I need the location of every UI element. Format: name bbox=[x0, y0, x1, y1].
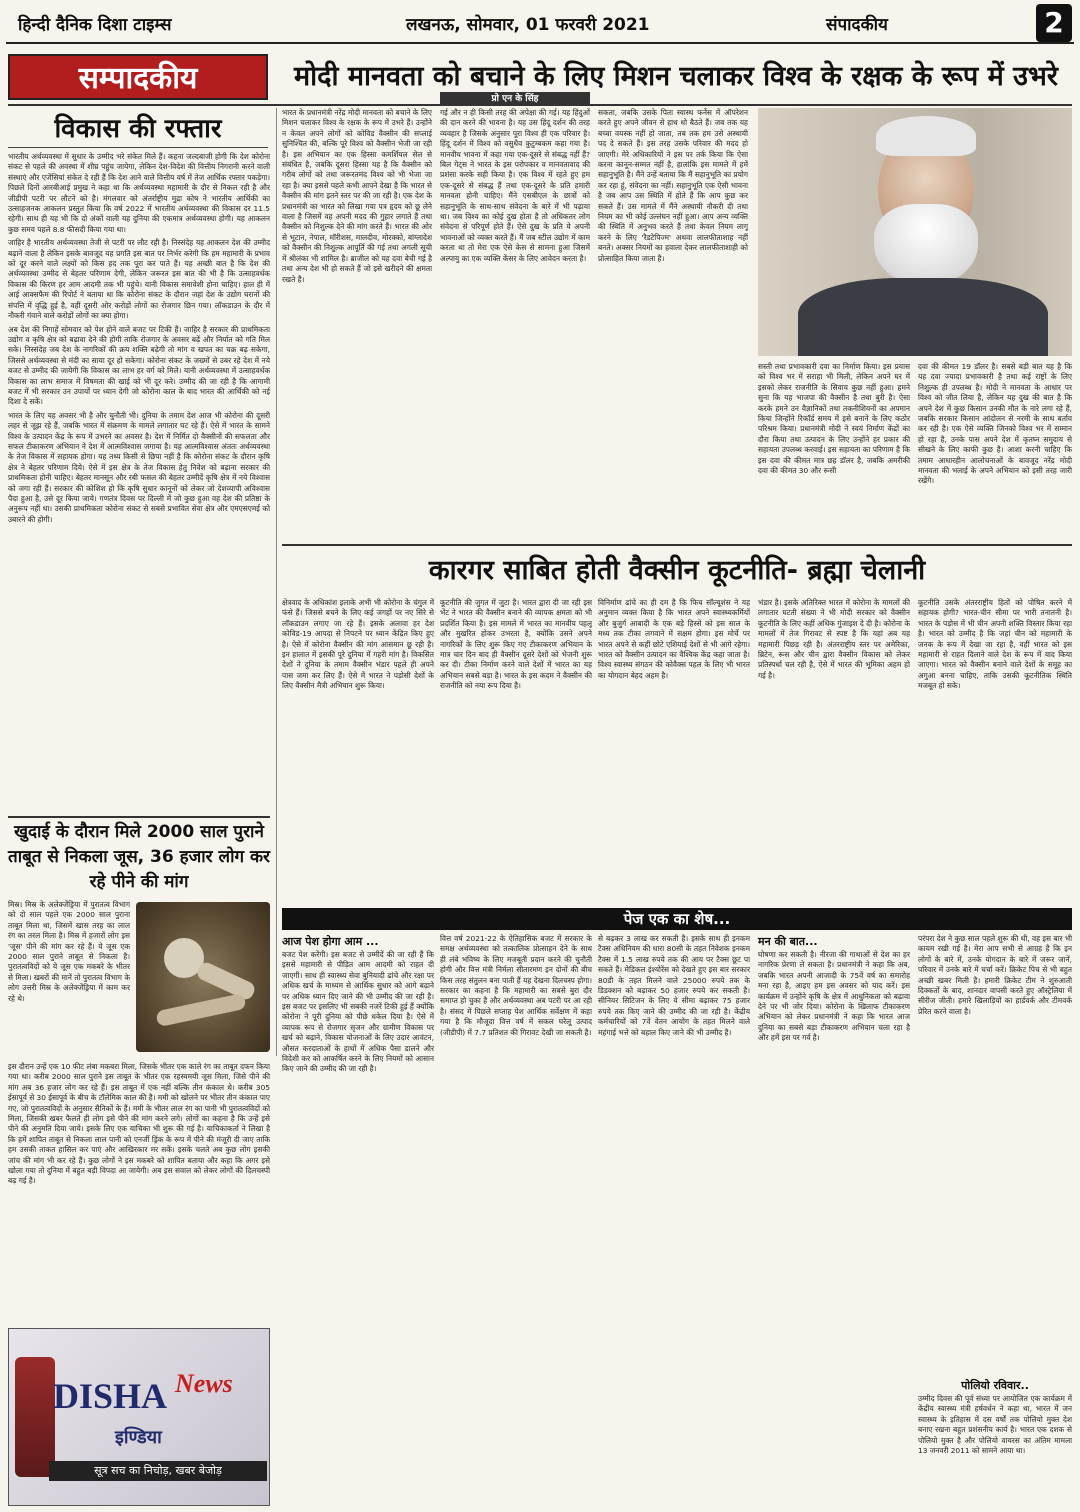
cont-sub-budget: आज पेश होगा आम ... bbox=[282, 935, 379, 948]
main-col-1: भारत के प्रधानमंत्री नरेंद्र मोदी मानवता को बचाने के लिए मिशन चलाकर विश्व के रक्षक के रूप में उभरे हैं। उन्होंने न केवल अपने लोगों को कोविड वैक्सीन की सप्लाई सुनिश्चित की, बल्कि पूरे विश्व को वैक्सीन भेजी जा रही है। इस अभियान का एक हिस्सा कमर्शियल सेल से संबंधित है, जबकि दूसरा हिस्सा यह है कि वैक्सीन को गरीब लोगों को तथा जरूरतमंद विश्व को भी भेजा जा रहा है। क्या इससे पहले कभी आपने देखा है कि भारत से वैक्सीन की मांग इतने स्तर पर की जा रही है। एक देश के प्रधानमंत्री का भारत को लिखा गया पत्र हृदय को छू लेने वाला है जिसमें वह अपनी मदद की गुहार लगाते हैं तथा वैक्सीन को निशुल्क देने की मांग करते हैं। भारत की ओर से भूटान, नेपाल, मॉरीशस, मालदीव, मोरक्को, बांग्लादेश को वैक्सीन की निशुल्क आपूर्ति की गई तथा अगली सूची में श्रीलंका भी शामिल है। ब्राजील को यह दवा बेची गई है तथा अन्य देश भी हो सकते हैं जो इसे खरीदने की क्षमता रखते हैं। bbox=[282, 108, 432, 284]
dateline: लखनऊ, सोमवार, 01 फरवरी 2021 bbox=[406, 15, 650, 35]
cont-col-3: से बढ़कर 3 लाख कर सकती है। इसके साथ ही इनकम टैक्स अधिनियम की धारा 80सी के तहत निवेशक इनकम टैक्स में 1.5 लाख रुपये तक की आय पर टैक्स छूट पा सकते हैं। मेडिकल इंश्योरेंस को देखते हुए इस बार सरकार 80डी के तहत मिलने वाले 25000 रुपये तक के डिडक्शन को बढ़ाकर 50 हजार रुपये कर सकती है। सीनियर सिटिजन के लिए ये सीमा बढ़ाकर 75 हजार रुपये तक किए जाने की उम्मीद की जा रही है। केंद्रीय कर्मचारियों को 7वें वेतन आयोग के तहत मिलने वाले महंगाई भत्ते को बहाल किए जाने की भी उम्मीद है। bbox=[598, 934, 750, 1037]
ad-sub: इण्डिया bbox=[115, 1427, 162, 1448]
story2-col-1: क्षेत्रवाद के अधिकांश इलाके अभी भी कोरोना के चंगुल में फंसे हैं। जिससे बचने के लिए कई जगहों पर नए सिरे से लॉकडाउन लगाए जा रहे हैं। इसके अलावा हर देश कोविड-19 आपदा से निपटने पर ध्यान केंद्रित किए हुए है। ऐसे में कोरोना वैक्सीन की मांग आसमान छू रही है। इन हालात में इसकी पूरे दुनिया में गहरी मांग है। विकसित देशों ने दुनिया के तमाम वैक्सीन भंडार पहले ही अपने पास जमा कर लिए हैं। ऐसे में भारत ने पड़ोसी देशों के लिए वैक्सीन मैत्री अभियान शुरू किया। bbox=[282, 598, 434, 691]
main-byline: प्रो एन के सिंह bbox=[440, 92, 590, 106]
story3-body: इस दौरान उन्हें एक 10 फीट लंबा मकबरा मिला, जिसके भीतर एक काले रंग का ताबूत दफन किया गया था। करीब 2000 साल पुराने इस ताबूत के भीतर एक रहस्यमयी जूस मिला, जिसे पीने की मांग अब 36 हजार लोग कर रहे हैं। इस ताबूत में एक नहीं बल्कि तीन कंकाल थे। करीब 305 ईसापूर्व से 30 ईसापूर्व के बीच के टॉलेमिक काल की है। ममी को खोलने पर भीतर तीन कंकाल पाए गए, जो पुरातत्वविदों के अनुसार सैनिकों के हैं। ममी के भीतर लाल रंग का पानी भी पुरातत्वविदों को मिला, जिसकी खबर फैलते ही लोग इसे पीने की मांग करने लगे। लोगों का कहना है कि उन्हें इसे पीने की अनुमति दिया जाये। इसके लिए एक याचिका भी शुरू की गई है। याचिकाकर्ता ने लिखा है कि हमें शापित ताबूत से निकला लाल पानी को एनर्जी ड्रिंक के रूप में पीने की मंजूरी दी जाए ताकि हम उसकी ताकत हासिल कर पाएं और आखिरकार मर सकें। इसके चलते अब कुछ लोग इसकी जांच की मांग भी कर रहे हैं। कुछ लोगों ने इस मकबरे को शापित बताया और कहा कि अगर इसे खोला गया तो दुनिया में बहुत बड़ी विपदा आ जायेगी। अब इस सवाल को लेकर लोगों की दिलचस्पी बढ़ गई है। bbox=[8, 1062, 270, 1186]
story2-rule bbox=[282, 544, 1072, 546]
paper-name: हिन्दी दैनिक दिशा टाइम्स bbox=[18, 15, 172, 35]
editorial-body bbox=[8, 152, 270, 812]
ad-brand: DISHA bbox=[53, 1376, 168, 1416]
mic-icon bbox=[15, 1357, 55, 1477]
cont-col-1: बजट पेश करेंगी। इस बजट से उम्मीदें की जा रही हैं कि इससे महामारी से पीड़ित आम आदमी को राहत दी जाएगी। साथ ही स्वास्थ्य सेवा बुनियादी ढांचे और रक्षा पर अधिक खर्च के माध्यम से आर्थिक सुधार को आगे बढ़ाने पर अधिक ध्यान दिए जाने की भी उम्मीद की जा रही है। इस बजट पर इसलिए भी सबकी नजरें टिकी हुई हैं क्योंकि कोरोना ने पूरी दुनिया को पीछे धकेल दिया है। ऐसे में व्यापक रूप से रोजगार सृजन और ग्रामीण विकास पर खर्च को बढ़ाने, विकास योजनाओं के लिए उदार आवंटन, औसत करदाताओं के हाथों में अधिक पैसा डालने और विदेशी कर को आकर्षित करने के लिए नियमों को आसान किए जाने की उम्मीद की जा रही है। bbox=[282, 950, 434, 1074]
cont-col-6: उम्मीद दिवस की पूर्व संध्या पर आयोजित एक कार्यक्रम में केंद्रीय स्वास्थ्य मंत्री हर्षवर्धन ने कहा था, भारत में जन स्वास्थ्य के इतिहास में दस वर्षों तक पोलियो मुक्त देश बनाए रखना बहुत प्रशंसनीय कार्य है। भारत एक दशक से पोलियो मुक्त है और पोलियो वायरस का अंतिम मामला 13 जनवरी 2011 को सामने आया था। bbox=[918, 1394, 1072, 1456]
main-col-4: सस्ती तथा प्रभावकारी दवा का निर्माण किया। इस प्रयास को विश्व भर में सराहा भी मिली, लेकिन अपने घर में इसको लेकर राजनीति के सिवाय कुछ नहीं हुआ। हमने सुना कि यह भाजपा की वैक्सीन है तथा बुरी है। ऐसा करके हमने उन वैज्ञानिकों तथा तकनीशियनों का अपमान किया जिन्होंने रिकॉर्ड समय में इसे बनाने के लिए कठोर परिश्रम किया। प्रधानमंत्री मोदी ने स्वयं निर्माण केंद्रों का दौरा किया तथा उत्पादन के लिए उन्होंने हर प्रकार की सहायता उपलब्ध करवाई। इस सहायता का परिणाम है कि इस दवा की कीमत मात्र छह डॉलर है, जबकि अमरीकी दवा की कीमत 30 और रूसी bbox=[758, 362, 910, 476]
cont-sub-mann: मन की बात... bbox=[758, 935, 818, 948]
page-number: 2 bbox=[1036, 4, 1072, 42]
cont-col-4: घोषणा कर सकती है। नीरजा की गाथाओं से देश का हर नागरिक प्रेरणा ले सकता है। प्रधानमंत्री ने कहा कि अब, जबकि भारत अपनी आजादी के 75वें वर्ष का समारोह मना रहा है, आइए हम इस अवसर को याद करें। इस कार्यक्रम में उन्होंने कृषि के क्षेत्र में आधुनिकता को बढ़ावा देने पर भी जोर दिया। कोरोना के खिलाफ टीकाकरण अभियान को लेकर प्रधानमंत्री ने कहा कि भारत आज दुनिया का सबसे बड़ा टीकाकरण अभियान चला रहा है और हमें इस पर गर्व है। bbox=[758, 950, 910, 1043]
cont-col-2: वित्त वर्ष 2021-22 के ऐतिहासिक बजट में सरकार के समक्ष अर्थव्यवस्था को तत्कालिक प्रोत्साहन देने के साथ ही लंबे भविष्य के लिए मजबूती प्रदान करने की चुनौती होगी और वित्त मंत्री निर्मला सीतारमण इन दोनों की बीच किस तरह संतुलन बना पाती हैं यह देखना दिलचस्प होगा। सरकार का कहना है कि महामारी का सबसे बुरा दौर समाप्त हो चुका है और अर्थव्यवस्था अब पटरी पर आ रही है। संसद में पिछले सप्ताह पेश आर्थिक सर्वेक्षण में कहा गया है कि मौजूदा वित्त वर्ष में सकल घरेलू उत्पाद (जीडीपी) में 7.7 प्रतिशत की गिरावट देखी जा सकती है। bbox=[440, 934, 592, 1037]
masthead bbox=[6, 4, 1074, 44]
story2-col-2: कूटनीति की जुगत में जुटा है। भारत द्वारा दी जा रही इस भेंट ने भारत की वैक्सीन बनाने की व्यापक क्षमता को भी प्रदर्शित किया है। इस मामले में भारत का मानवीय पहलू और मुखरित होकर उभरता है, क्योंकि उसने अपने नागरिकों के लिए शुरू किए गए टीकाकरण अभियान के मात्र चार दिन बाद ही वैक्सीन दूसरे देशों को भेजनी शुरू कर दी। टीका निर्माण करने वाले देशों में भारत का यह अभियान सबसे बड़ा है। भारत के इस कदम ने वैक्सीन की राजनीति को नया रूप दिया है। bbox=[440, 598, 592, 691]
story2-headline: कारगर साबित होती वैक्सीन कूटनीति- ब्रह्मा चेलानी bbox=[428, 555, 926, 586]
main-headline: मोदी मानवता को बचाने के लिए मिशन चलाकर विश्व के रक्षक के रूप में उभरे bbox=[294, 61, 1058, 92]
pm-photo bbox=[758, 108, 1072, 356]
cont-sub-polio: पोलियो रविवार.. bbox=[961, 1379, 1029, 1392]
disha-news-ad[interactable] bbox=[8, 1328, 270, 1506]
story2-col-3: विनिर्माण ढांचे का ही दम है कि फिच सॉल्यूशंस ने यह अनुमान व्यक्त किया है कि भारत अपने स्वास्थ्यकर्मियों और बुजुर्ग आबादी के एक बड़े हिस्से को इस साल के मध्य तक टीका लगवाने में सक्षम होगा। इस मोर्चे पर भारत अपने से कहीं छोटे एशियाई देशों से भी आगे रहेगा। भारत को वैक्सीन उत्पादन का वैश्विक केंद्र कहा जाता है। विश्व स्वास्थ्य संगठन की कोवैक्स पहल के लिए भी भारत का योगदान बेहद अहम है। bbox=[598, 598, 750, 680]
section-name: संपादकीय bbox=[826, 15, 888, 35]
story3-headline: खुदाई के दौरान मिले 2000 साल पुराने ताबूत से निकला जूस, 36 हजार लोग कर रहे पीने की मांग bbox=[8, 822, 270, 892]
story3-rule bbox=[8, 816, 270, 818]
main-col-2: गई और न ही किसी तरह की अपेक्षा की गई। यह हिंदुओं की दान करने की भावना है। यह उस हिंदू दर्शन की तरह व्यवहार है जिसके अनुसार पूरा विश्व ही एक परिवार है। हिंदू दर्शन में विश्व को वसुधैव कुटुम्बकम कहा गया है। मानवीय भावना में कहा गया एक-दूसरे से संबद्ध नहीं हैं? बिल गेट्स ने भारत के इस परोपकार व मानवतावाद की प्रशंसा करके सही किया है। एक विश्व में रहते हुए हम एक-दूसरे से संबद्ध हैं तथा एक-दूसरे के प्रति हमारी मानवता होनी चाहिए। मैंने एसबीएल के छात्रों को सहानुभूति के साथ-साथ संवेदना के बारे में भी पढ़ाया था। जब विश्व का कोई दुख होता है तो अधिकतर लोग संवेदना से परिपूर्ण होते हैं। ऐसे दुख के प्रति ये अपनी भावनाओं को व्यक्त करते हैं। मैं जब स्टील उद्योग में काम करता था तो मेरा एक ऐसे केस से सामना हुआ जिसमें अल्पायु का एक व्यक्ति केंसर के लिए आवेदन करता है। bbox=[440, 108, 590, 263]
coffin-photo bbox=[136, 902, 270, 1052]
main-col-3: सकता, जबकि उसके पिता स्वास्थ फर्नेस में ऑपरेशन करते हुए अपने जीवन से हाथ धो बैठते हैं। जब तक यह बच्चा वयस्क नहीं हो जाता, तब तक हम उसे अस्थायी पद दे सकते हैं। इस तरह उसके परिवार की मदद हो जाएगी। मेरे अधिकारियों ने इस पर तर्क किया कि ऐसा करना कानून-सम्मत नहीं है, हालांकि इस मामले में हमें सहानुभूति है। मैंने उन्हें बताया कि मैं सहानुभूति का प्रयोग कर रहा हूं, संवेदना का नहीं। सहानुभूति एक ऐसी भावना है जब आप उस स्थिति में होते हैं कि आप कुछ कर सकते हैं। उस मामले में मैंने अस्थायी नौकरी दी तथा नियम का भी कोई उल्लंघन नहीं हुआ। आप अन्य व्यक्ति की स्थिति में अनुभव करते हैं तथा केवल नियम लागू करने के लिए 'रैडटेपिज्म' अथवा लालफीताशाह नहीं बनते। अक्सर नियमों का हवाला देकर लालफीताशाही को प्रोत्साहित किया जाता है। bbox=[598, 108, 748, 263]
editorial-para: भारत के लिए यह अवसर भी है और चुनौती भी। दुनिया के तमाम देश आज भी कोरोना की दूसरी लहर से जूझ रहे हैं, जबकि भारत में संक्रमण के मामले लगातार घट रहे हैं। ऐसे में भारत के सामने विश्व के उत्पादन केंद्र के रूप में उभरने का अवसर है। देश में निर्मित दो वैक्सीनों की सफलता और सफल टीकाकरण अभियान ने देश में आत्मविश्वास जगाया है। यह आत्मविश्वास अंततः अर्थव्यवस्था के तेज विकास में सहायक होगा। यह तथ्य किसी से छिपा नहीं है कि कोरोना संकट के दौरान कृषि क्षेत्र ने बेहतर परिणाम दिये। ऐसे में इस क्षेत्र के तेज विकास हेतु निवेश को बढ़ाना सरकार की प्राथमिकता होनी चाहिए। बेहतर मानसून और रबी फसल की बेहतर उम्मीदें कृषि क्षेत्र में नये विश्वास को जगा रही हैं। सरकार की कोशिश हो कि कृषि सुधार कानूनों को लेकर जो देशव्यापी अविश्वास पैदा हुआ है, उसे दूर किया जाये। गणतंत्र दिवस पर दिल्ली में जो कुछ हुआ वह देश की प्रतिष्ठा के अनुरूप नहीं था। उसकी प्राथमिकता कोरोना संकट से सबसे प्रभावित सेवा क्षेत्र और एमएसएमई को उबारने की होगी। bbox=[8, 410, 270, 524]
story2-col-4: भंडार है। इसके अतिरिक्त भारत में कोरोना के मामलों की लगातार घटती संख्या ने भी मोदी सरकार को वैक्सीन कूटनीति के लिए कहीं अधिक गुंजाइश दे दी है। कोरोना के मामलों में तेज गिरावट से स्पष्ट है कि यहां अब यह महामारी पिछड़ रही है। अंतरराष्ट्रीय स्तर पर अमेरिका, ब्रिटेन, रूस और चीन द्वारा वैक्सीन विकास को लेकर प्रतिस्पर्धा चल रही है, ऐसे में भारत की भूमिका अहम हो गई है। bbox=[758, 598, 910, 680]
editorial-para: भारतीय अर्थव्यवस्था में सुधार के उम्मीद भरे संकेत मिले हैं। कहना जल्दबाजी होगी कि देश कोरोना संकट से पहले की अवस्था में शीघ्र पहुंच जायेगा, लेकिन देश-विदेश की वित्तीय निगरानी करने वाली संस्थाएं और एजेंसियां संकेत दे रही हैं कि देश आने वाले वित्तीय वर्ष में तेज आर्थिक रफ्तार पकड़ेगा। पिछले दिनों आरबीआई प्रमुख ने कहा था कि अर्थव्यवस्था महामारी के दौर से निकल रही है और जीडीपी पटरी पर लौटने को है। मंगलवार को अंतर्राष्ट्रीय मुद्रा कोष ने भारतीय आर्थिकी का उत्साहजनक आकलन प्रस्तुत किया कि वर्ष 2022 में भारतीय अर्थव्यवस्था की विकास दर 11.5 रहेगी। साथ ही यह भी कि दो अंकों वाली यह दुनिया की एकमात्र अर्थव्यवस्था होगी। यह आकलन कुछ समय पहले 8.8 फीसदी किया गया था। bbox=[8, 152, 270, 234]
cont-col-5: परंपरा देश ने कुछ साल पहले शुरू की थी, वह इस बार भी कायम रखी गई है। मेरा आप सभी से आग्रह है कि इन लोगों के बारे में, उनके योगदान के बारे में जरूर जानें, परिवार में उनके बारे में चर्चा करें। क्रिकेट पिच से भी बहुत अच्छी खबर मिली है। हमारी क्रिकेट टीम ने शुरुआती दिक्कतों के बाद, शानदार वापसी करते हुए ऑस्ट्रेलिया में सीरीज जीती। हमारे खिलाड़ियों का हार्डवर्क और टीमवर्क प्रेरित करने वाला है। bbox=[918, 934, 1072, 1016]
ad-brand-news: News bbox=[175, 1369, 233, 1398]
continued-band: पेज एक का शेष... bbox=[282, 908, 1072, 930]
story3-intro: मिस्र। मिस्र के अलेक्जेंड्रिया में पुरातत्व विभाग को दो साल पहले एक 2000 साल पुराना ताबूत मिला था, जिसमें खास तरह का लाल रंग का तरल मिला है। मिस्र में हजारों लोग इस 'जूस' पीने की मांग कर रहे हैं। ये जूस एक 2000 साल पुराने ताबूत से निकला है। पुरातत्वविदों को ये जूस एक मकबरे के भीतर से मिला। खबरों की मानें तो पुरातत्व विभाग के लोग उत्तरी मिस्र के अलेक्जेंड्रिया में काम कर रहे थे। bbox=[8, 900, 130, 1003]
ad-tagline: सूत्र सच का निचोड़, खबर बेजोड़ bbox=[49, 1461, 267, 1481]
editorial-title: विकास की रफ्तार bbox=[8, 110, 268, 148]
editorial-label: सम्पादकीय bbox=[8, 54, 268, 100]
editorial-para: अब देश की निगाहें सोमवार को पेश होने वाले बजट पर टिकी हैं। जाहिर है सरकार की प्राथमिकता उद्योग व कृषि क्षेत्र को बढ़ावा देने की होगी ताकि रोजगार के अवसर बढ़ें और निर्यात को गति मिल सके। निस्संदेह जब देश के नागरिकों की क्रय शक्ति बढ़ेगी तो मांग व खपत का चक्र बढ़ सकेगा, जिससे अर्थव्यवस्था से मंदी का साया दूर हो सकेगा। कोरोना संकट के जख्मों से उबर रहे देश में नये बजट से उम्मीद की जायेगी कि विकास का लाभ हर वर्ग को मिले। यानी अर्थव्यवस्था में उत्साहवर्धक विकास का लाभ समाज में विषमता की खाई को भी दूर करे। उम्मीद की जा रही है कि आगामी बजट में भी सरकार उन उपायों पर ध्यान देगी जो कोरोना काल के बाद भारत की आर्थिकी को नई दिशा दे सकें। bbox=[8, 324, 270, 407]
editorial-para: जाहिर है भारतीय अर्थव्यवस्था तेजी से पटरी पर लौट रही है। निस्संदेह यह आकलन देश की उम्मीद बढ़ाने वाला है लेकिन इसके बावजूद यह प्रगति इस बात पर निर्भर करेगी कि हम महामारी के प्रभाव को दूर करने वाले लक्ष्यों को किस हद तक पूरा कर पाते हैं। यह अच्छी बात है कि देश की अर्थव्यवस्था उम्मीद से बेहतर परिणाम देगी, लेकिन जरूरत इस बात की भी है कि उत्साहवर्धक विकास की किरण हर आम आदमी तक भी पहुंचे। यानी विकास समावेशी होना चाहिए। हाल ही में आई आक्सफैम की रिपोर्ट ने बताया था कि कोरोना संकट के दौरान जहां देश के उद्योग घरानों की संपत्ति में वृद्धि हुई है, वहीं दूसरी ओर करोड़ों लोगों का रोजगार छिन गया। लॉकडाउन के दौर में नौकरी गंवाने वाले करोड़ों लोगों का क्या होगा। bbox=[8, 238, 270, 321]
main-col-5: दवा की कीमत 19 डॉलर है। सबसे बड़ी बात यह है कि यह दवा ज्यादा प्रभावकारी है तथा कई राष्ट्रों के लिए निशुल्क ही उपलब्ध है। मोदी ने मानवता के आधार पर विश्व को जीत लिया है, लेकिन यह दुख की बात है कि अपने देश में कुछ किसान उनकी मौत के नारे लगा रहे हैं, जबकि सरकार किसान आंदोलन से नरमी के साथ बर्ताव कर रही है। एक ऐसे व्यक्ति जिनको विश्व भर में सम्मान हो रहा है, उनके पास अपने देश में कृतघ्न समुदाय से सीखने के लिए काफी कुछ है। आशा करनी चाहिए कि तमाम आधारहीन आलोचनाओं के बावजूद नरेंद्र मोदी मानवता की भलाई के अपने अभियान को इसी तरह जारी रखेंगे। bbox=[918, 362, 1072, 486]
story2-col-5: कूटनीति उसके अंतरराष्ट्रीय हितों को पोषित करने में सहायक होगी? भारत-चीन सीमा पर भारी तनातनी है। भारत के पड़ोस में भी चीन अपनी शक्ति विस्तार किया रहा है। भारत को उम्मीद है कि जहां चीन को महामारी के जनक के रूप में देखा जा रहा है, वहीं भारत को इस महामारी से राहत दिलाने वाले देश के रूप में याद किया जाएगा। भारत को वैक्सीन बनाने वाले देशों के समूह का अगुआ बनना चाहिए, ताकि उसकी कूटनीतिक स्थिति मजबूत हो सके। bbox=[918, 598, 1072, 691]
column-divider bbox=[276, 108, 277, 1056]
